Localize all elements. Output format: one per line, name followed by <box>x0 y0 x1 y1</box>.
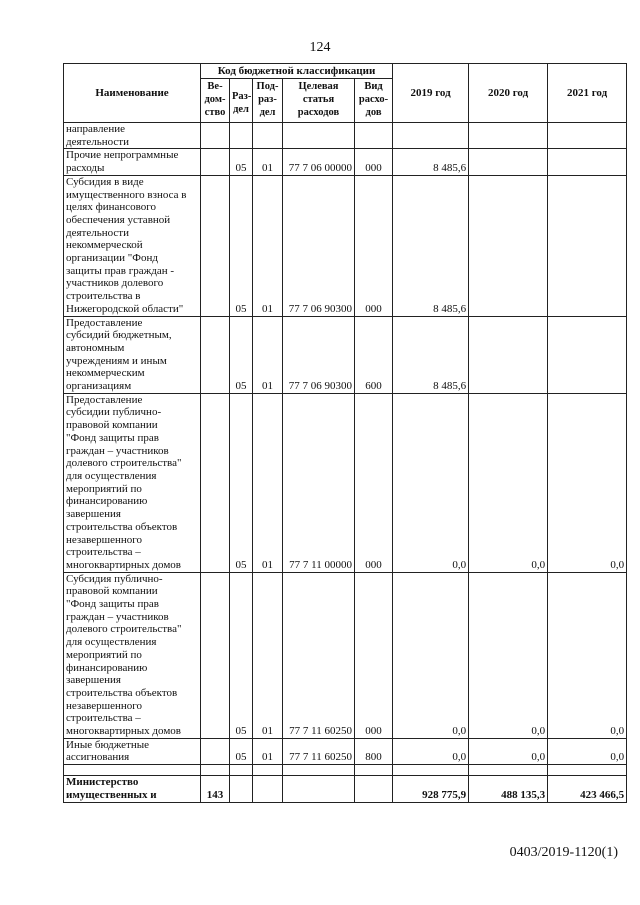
cell-vedomstvo <box>201 393 230 572</box>
cell-2020: 488 135,3 <box>469 776 548 802</box>
table-row <box>64 149 627 175</box>
name-line: правовой компании <box>66 585 158 598</box>
cell-2020 <box>469 123 548 149</box>
spacer-cell <box>355 765 393 776</box>
cell-2021 <box>548 316 627 393</box>
name-line: незавершенного <box>66 533 143 546</box>
cell-name <box>64 738 201 764</box>
cell-2019 <box>393 123 469 149</box>
cell-podrazdel <box>253 123 283 149</box>
cell-2021 <box>548 123 627 149</box>
spacer-cell <box>393 765 469 776</box>
name-line: правовой компании <box>66 419 158 432</box>
cell-target: 77 7 06 90300 <box>283 316 355 393</box>
name-line: Субсидия публично- <box>66 572 163 585</box>
cell-2019: 928 775,9 <box>393 776 469 802</box>
cell-vedomstvo <box>201 175 230 316</box>
cell-2021: 0,0 <box>548 393 627 572</box>
cell-2019: 0,0 <box>393 738 469 764</box>
name-line: ассигнования <box>66 751 130 764</box>
cell-target <box>283 123 355 149</box>
cell-target <box>283 776 355 802</box>
header-target <box>283 79 355 123</box>
cell-podrazdel: 01 <box>253 393 283 572</box>
header-target-line: Целевая <box>298 81 339 93</box>
cell-2020: 0,0 <box>469 393 548 572</box>
cell-2019: 8 485,6 <box>393 149 469 175</box>
cell-target: 77 7 06 00000 <box>283 149 355 175</box>
cell-razdel <box>230 123 253 149</box>
name-line: Министерство <box>66 776 139 789</box>
cell-2019: 8 485,6 <box>393 316 469 393</box>
name-line: строительства – <box>66 712 141 725</box>
cell-vid: 000 <box>355 149 393 175</box>
cell-podrazdel: 01 <box>253 316 283 393</box>
name-line: "Фонд защиты прав <box>66 431 159 444</box>
cell-target: 77 7 06 90300 <box>283 175 355 316</box>
cell-vedomstvo <box>201 149 230 175</box>
name-line: обеспечения уставной <box>66 213 171 226</box>
name-line: имущественных и <box>66 788 157 801</box>
name-line: строительства объектов <box>66 686 178 699</box>
name-line: долевого строительства" <box>66 457 182 470</box>
header-2021: 2021 год <box>548 64 627 123</box>
cell-2019: 0,0 <box>393 393 469 572</box>
cell-2019: 0,0 <box>393 572 469 738</box>
name-line: защиты прав граждан - <box>66 264 175 277</box>
header-vid-line: дов <box>365 106 382 118</box>
spacer-cell <box>230 765 253 776</box>
spacer-cell <box>548 765 627 776</box>
name-line: некоммерческим <box>66 367 145 380</box>
header-razdel <box>230 79 253 123</box>
name-line: Предоставление <box>66 316 143 329</box>
cell-2021: 0,0 <box>548 738 627 764</box>
name-line: организации "Фонд <box>66 252 158 265</box>
name-line: финансированию <box>66 495 148 508</box>
cell-vedomstvo <box>201 572 230 738</box>
name-line: строительства – <box>66 546 141 559</box>
header-target-line: расходов <box>297 106 340 118</box>
cell-razdel: 05 <box>230 175 253 316</box>
header-target-line: статья <box>302 94 335 106</box>
header-vedomstvo-line: дом- <box>204 94 226 106</box>
cell-vid: 000 <box>355 393 393 572</box>
cell-name <box>64 149 201 175</box>
header-name: Наименование <box>64 64 201 123</box>
cell-vid: 000 <box>355 175 393 316</box>
cell-name <box>64 123 201 149</box>
cell-name <box>64 572 201 738</box>
spacer-cell <box>253 765 283 776</box>
name-line: долевого строительства" <box>66 623 182 636</box>
spacer-cell <box>283 765 355 776</box>
cell-vid: 800 <box>355 738 393 764</box>
cell-podrazdel: 01 <box>253 572 283 738</box>
name-line: участников долевого <box>66 277 164 290</box>
table-row <box>64 572 627 738</box>
cell-vid <box>355 776 393 802</box>
name-line: завершения <box>66 674 121 687</box>
table-row <box>64 316 627 393</box>
name-line: направление <box>66 123 125 135</box>
spacer-cell <box>64 765 201 776</box>
table-row <box>64 738 627 764</box>
cell-razdel: 05 <box>230 149 253 175</box>
name-line: Предоставление <box>66 393 143 406</box>
table-row <box>64 123 627 149</box>
cell-razdel <box>230 776 253 802</box>
name-line: граждан – участников <box>66 610 169 623</box>
header-razdel-line: дел <box>233 103 249 115</box>
header-vedomstvo <box>201 79 230 123</box>
cell-name <box>64 393 201 572</box>
spacer-row <box>64 765 627 776</box>
header-podrazdel-line: дел <box>259 106 276 118</box>
name-line: деятельности <box>66 226 129 239</box>
name-line: "Фонд защиты прав <box>66 598 159 611</box>
cell-vedomstvo <box>201 123 230 149</box>
cell-vid <box>355 123 393 149</box>
name-line: Субсидия в виде <box>66 175 144 188</box>
cell-target: 77 7 11 00000 <box>283 393 355 572</box>
name-line: многоквартирных домов <box>66 725 181 738</box>
budget-table <box>63 63 627 803</box>
header-2019: 2019 год <box>393 64 469 123</box>
name-line: незавершенного <box>66 699 143 712</box>
name-line: деятельности <box>66 135 129 148</box>
name-line: Нижегородской области" <box>66 302 184 315</box>
spacer-cell <box>201 765 230 776</box>
cell-vid: 000 <box>355 572 393 738</box>
cell-2019: 8 485,6 <box>393 175 469 316</box>
header-code-group: Код бюджетной классификации <box>201 64 393 79</box>
cell-razdel: 05 <box>230 738 253 764</box>
name-line: для осуществления <box>66 636 157 649</box>
cell-vedomstvo <box>201 316 230 393</box>
cell-2021: 423 466,5 <box>548 776 627 802</box>
name-line: автономным <box>66 341 125 354</box>
document-code: 0403/2019-1120(1) <box>509 845 618 860</box>
cell-podrazdel: 01 <box>253 738 283 764</box>
header-podrazdel-line: раз- <box>258 94 277 106</box>
table-row <box>64 776 627 802</box>
cell-name <box>64 776 201 802</box>
cell-razdel: 05 <box>230 393 253 572</box>
name-line: завершения <box>66 508 121 521</box>
cell-vedomstvo: 143 <box>201 776 230 802</box>
cell-2020: 0,0 <box>469 738 548 764</box>
cell-razdel: 05 <box>230 316 253 393</box>
cell-2020: 0,0 <box>469 572 548 738</box>
cell-2021 <box>548 175 627 316</box>
name-line: организациям <box>66 380 132 393</box>
spacer-cell <box>469 765 548 776</box>
name-line: субсидии публично- <box>66 406 162 419</box>
header-vid-line: расхо- <box>358 94 389 106</box>
cell-target: 77 7 11 60250 <box>283 738 355 764</box>
name-line: для осуществления <box>66 469 157 482</box>
cell-podrazdel: 01 <box>253 175 283 316</box>
name-line: имущественного взноса в <box>66 188 187 201</box>
name-line: расходы <box>66 162 105 175</box>
name-line: мероприятий по <box>66 648 142 661</box>
name-line: граждан – участников <box>66 444 169 457</box>
cell-2020 <box>469 316 548 393</box>
header-podrazdel <box>253 79 283 123</box>
cell-vedomstvo <box>201 738 230 764</box>
name-line: Прочие непрограммные <box>66 149 179 162</box>
name-line: Иные бюджетные <box>66 738 150 751</box>
cell-podrazdel <box>253 776 283 802</box>
header-razdel-line: Раз- <box>232 90 252 102</box>
name-line: субсидий бюджетным, <box>66 329 172 342</box>
name-line: учреждениям и иным <box>66 354 167 367</box>
name-line: целях финансового <box>66 201 156 214</box>
name-line: многоквартирных домов <box>66 558 181 571</box>
table-body <box>64 123 627 803</box>
header-2020: 2020 год <box>469 64 548 123</box>
name-line: строительства в <box>66 290 141 303</box>
page-number: 124 <box>309 40 331 55</box>
cell-name <box>64 316 201 393</box>
header-podrazdel-line: Под- <box>256 81 279 93</box>
cell-razdel: 05 <box>230 572 253 738</box>
cell-target: 77 7 11 60250 <box>283 572 355 738</box>
name-line: мероприятий по <box>66 482 142 495</box>
header-vedomstvo-line: Ве- <box>207 81 223 93</box>
cell-vid: 600 <box>355 316 393 393</box>
cell-2021 <box>548 149 627 175</box>
name-line: финансированию <box>66 661 148 674</box>
cell-2020 <box>469 175 548 316</box>
cell-podrazdel: 01 <box>253 149 283 175</box>
name-line: некоммерческой <box>66 239 143 252</box>
header-vid <box>355 79 393 123</box>
header-vid-line: Вид <box>364 81 383 93</box>
name-line: строительства объектов <box>66 520 178 533</box>
header-vedomstvo-line: ство <box>204 106 226 118</box>
cell-2020 <box>469 149 548 175</box>
cell-2021: 0,0 <box>548 572 627 738</box>
cell-name <box>64 175 201 316</box>
table-row <box>64 393 627 572</box>
table-row <box>64 175 627 316</box>
